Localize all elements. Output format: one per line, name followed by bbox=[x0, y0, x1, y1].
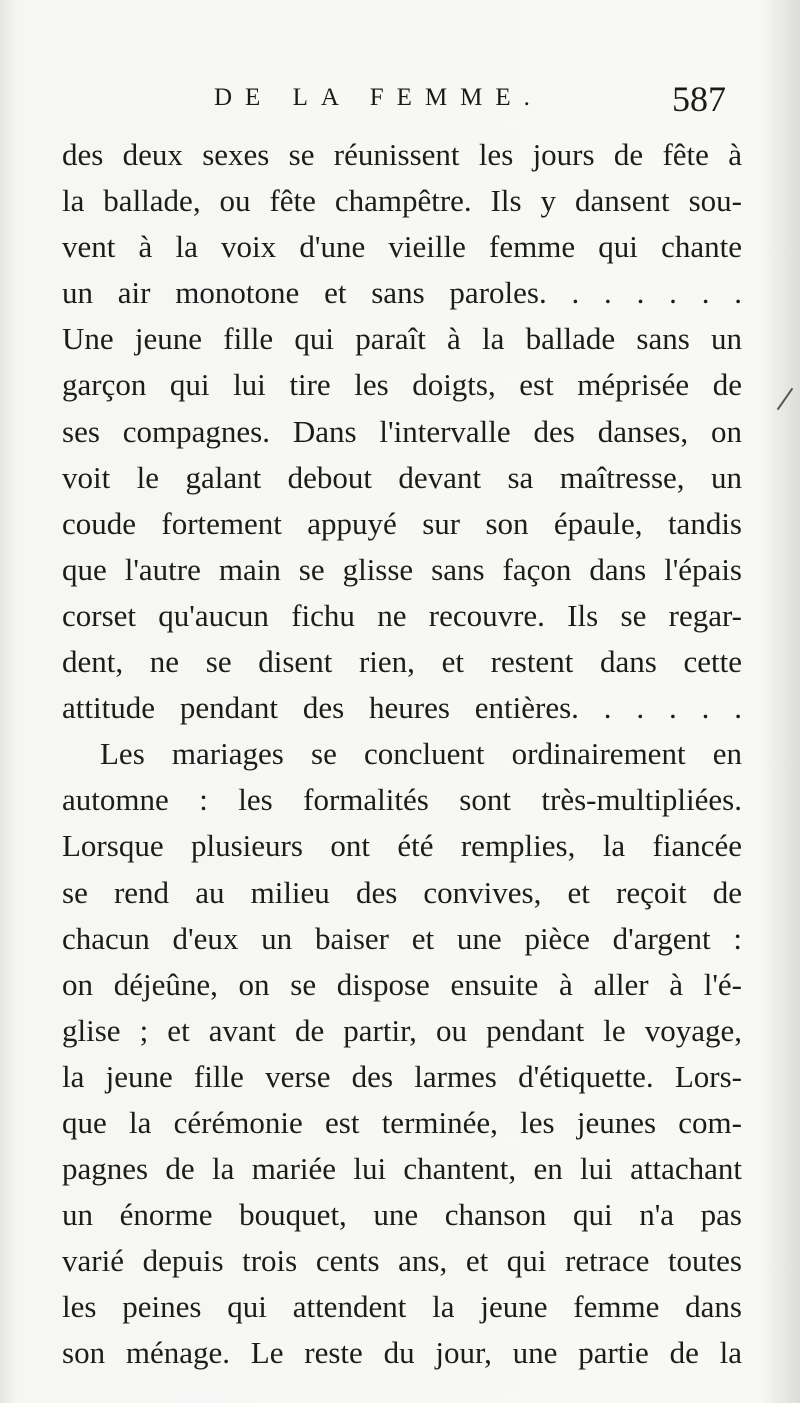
paragraph-start-line: Les mariages se concluent ordinairement en bbox=[100, 736, 742, 772]
text-line: la ballade, ou fête champêtre. Ils y dansent sou- bbox=[62, 183, 742, 219]
text-line: pagnes de la mariée lui chantent, en lui attachant bbox=[62, 1151, 742, 1187]
text-line: varié depuis trois cents ans, et qui retrace toutes bbox=[62, 1243, 742, 1279]
text-line: dent, ne se disent rien, et restent dans cette bbox=[62, 644, 742, 680]
text-line: corset qu'aucun fichu ne recouvre. Ils se regar- bbox=[62, 597, 742, 633]
text-line: glise ; et avant de partir, ou pendant le voyage, bbox=[62, 1012, 742, 1048]
margin-mark bbox=[777, 388, 794, 410]
text-line: chacun d'eux un baiser et une pièce d'argent : bbox=[62, 920, 742, 956]
text-line: que l'autre main se glisse sans façon dans l'épais bbox=[62, 551, 742, 587]
text-line: son ménage. Le reste du jour, une partie de la bbox=[62, 1335, 742, 1371]
text-line: des deux sexes se réunissent les jours de fête à bbox=[62, 137, 742, 172]
text-line: voit le galant debout devant sa maîtresse, un bbox=[62, 459, 742, 495]
running-head: DE LA FEMME. bbox=[214, 84, 543, 111]
page-header bbox=[0, 79, 800, 124]
text-line: ses compagnes. Dans l'intervalle des danses, on bbox=[62, 413, 742, 449]
text-line: se rend au milieu des convives, et reçoit de bbox=[62, 874, 742, 910]
page-number: 587 bbox=[672, 79, 726, 119]
text-line: automne : les formalités sont très-multipliées. bbox=[62, 782, 742, 818]
body-text bbox=[62, 132, 742, 1377]
text-line: garçon qui lui tire les doigts, est méprisée de bbox=[62, 367, 742, 403]
text-line: un air monotone et sans paroles. . . . . . . bbox=[62, 275, 742, 311]
text-line: que la cérémonie est terminée, les jeunes com- bbox=[62, 1104, 742, 1140]
text-line: coude fortement appuyé sur son épaule, tandis bbox=[62, 505, 742, 541]
text-line: Une jeune fille qui paraît à la ballade sans un bbox=[62, 321, 742, 357]
text-line: les peines qui attendent la jeune femme dans bbox=[62, 1289, 742, 1325]
text-line: vent à la voix d'une vieille femme qui chante bbox=[62, 229, 742, 265]
text-line: un énorme bouquet, une chanson qui n'a pas bbox=[62, 1197, 742, 1233]
text-line: Lorsque plusieurs ont été remplies, la fiancée bbox=[62, 828, 742, 864]
text-line: la jeune fille verse des larmes d'étiquette. Lors- bbox=[62, 1058, 742, 1094]
text-line: on déjeûne, on se dispose ensuite à aller à l'é- bbox=[62, 966, 742, 1002]
text-line: attitude pendant des heures entières. . . . . . bbox=[62, 690, 742, 726]
